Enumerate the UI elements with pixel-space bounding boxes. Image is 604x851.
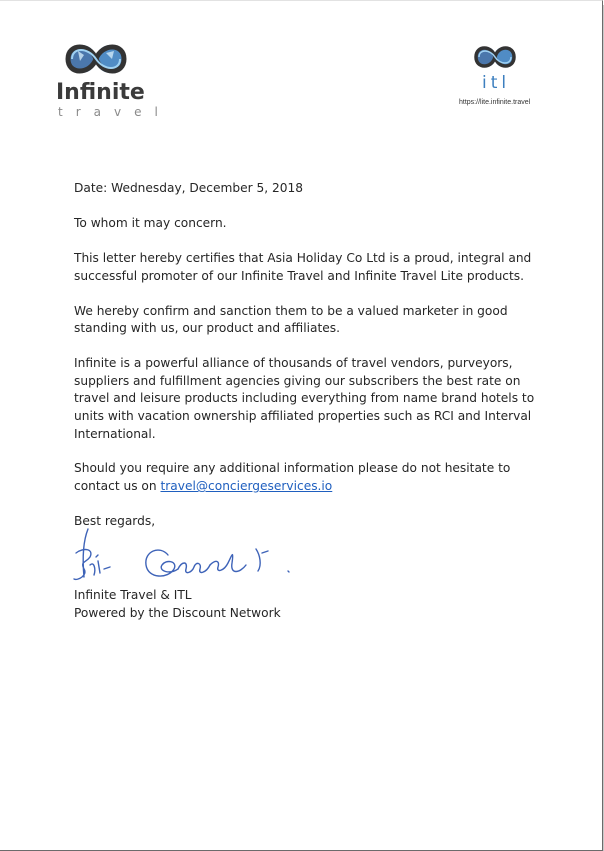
- letter-contact: [74, 460, 544, 495]
- letter-salutation: To whom it may concern.: [74, 215, 227, 230]
- logo-wordmark: Infinite: [56, 80, 145, 105]
- infinite-travel-logo: [56, 37, 171, 119]
- letter-closing: Best regards,: [74, 514, 156, 529]
- handwritten-signature: [70, 525, 300, 592]
- letter-paragraph-1: This letter hereby certifies that Asia Holiday Co Ltd is a proud, integral and successful promoter of our Infinite Travel and Infinite Travel Lite products.: [74, 250, 532, 283]
- contact-text: Should you require any additional information please do not hesitate to contact us on: [74, 461, 511, 494]
- sign-off-company: Infinite Travel & ITL: [74, 588, 192, 602]
- logo-tagline: travel: [58, 105, 171, 119]
- letter-paragraph-2: We hereby confirm and sanction them to be a valued marketer in good standing with us, our product and affiliates.: [74, 303, 508, 336]
- letter-date: Date: Wednesday, December 5, 2018: [74, 181, 304, 195]
- sign-off-network: Powered by the Discount Network: [74, 606, 281, 620]
- infinity-globe-logo-icon: [470, 41, 520, 73]
- itl-wordmark: itl: [482, 73, 511, 93]
- letter-body: [74, 180, 544, 548]
- infinity-globe-logo-icon: [60, 37, 132, 81]
- contact-email-link[interactable]: travel@conciergeservices.io: [160, 479, 333, 494]
- sign-off-block: [74, 586, 281, 622]
- itl-url: https://lite.infinite.travel: [459, 99, 531, 106]
- letter-paragraph-3: Infinite is a powerful alliance of thousands of travel vendors, purveyors, suppliers and fulfillment agencies giving our subscribers the best rate on travel and leisure products including everything from name brand hotels to units with vacation ownership affiliated properties such as RCI and Interval International.: [74, 356, 535, 441]
- itl-logo: [456, 41, 542, 111]
